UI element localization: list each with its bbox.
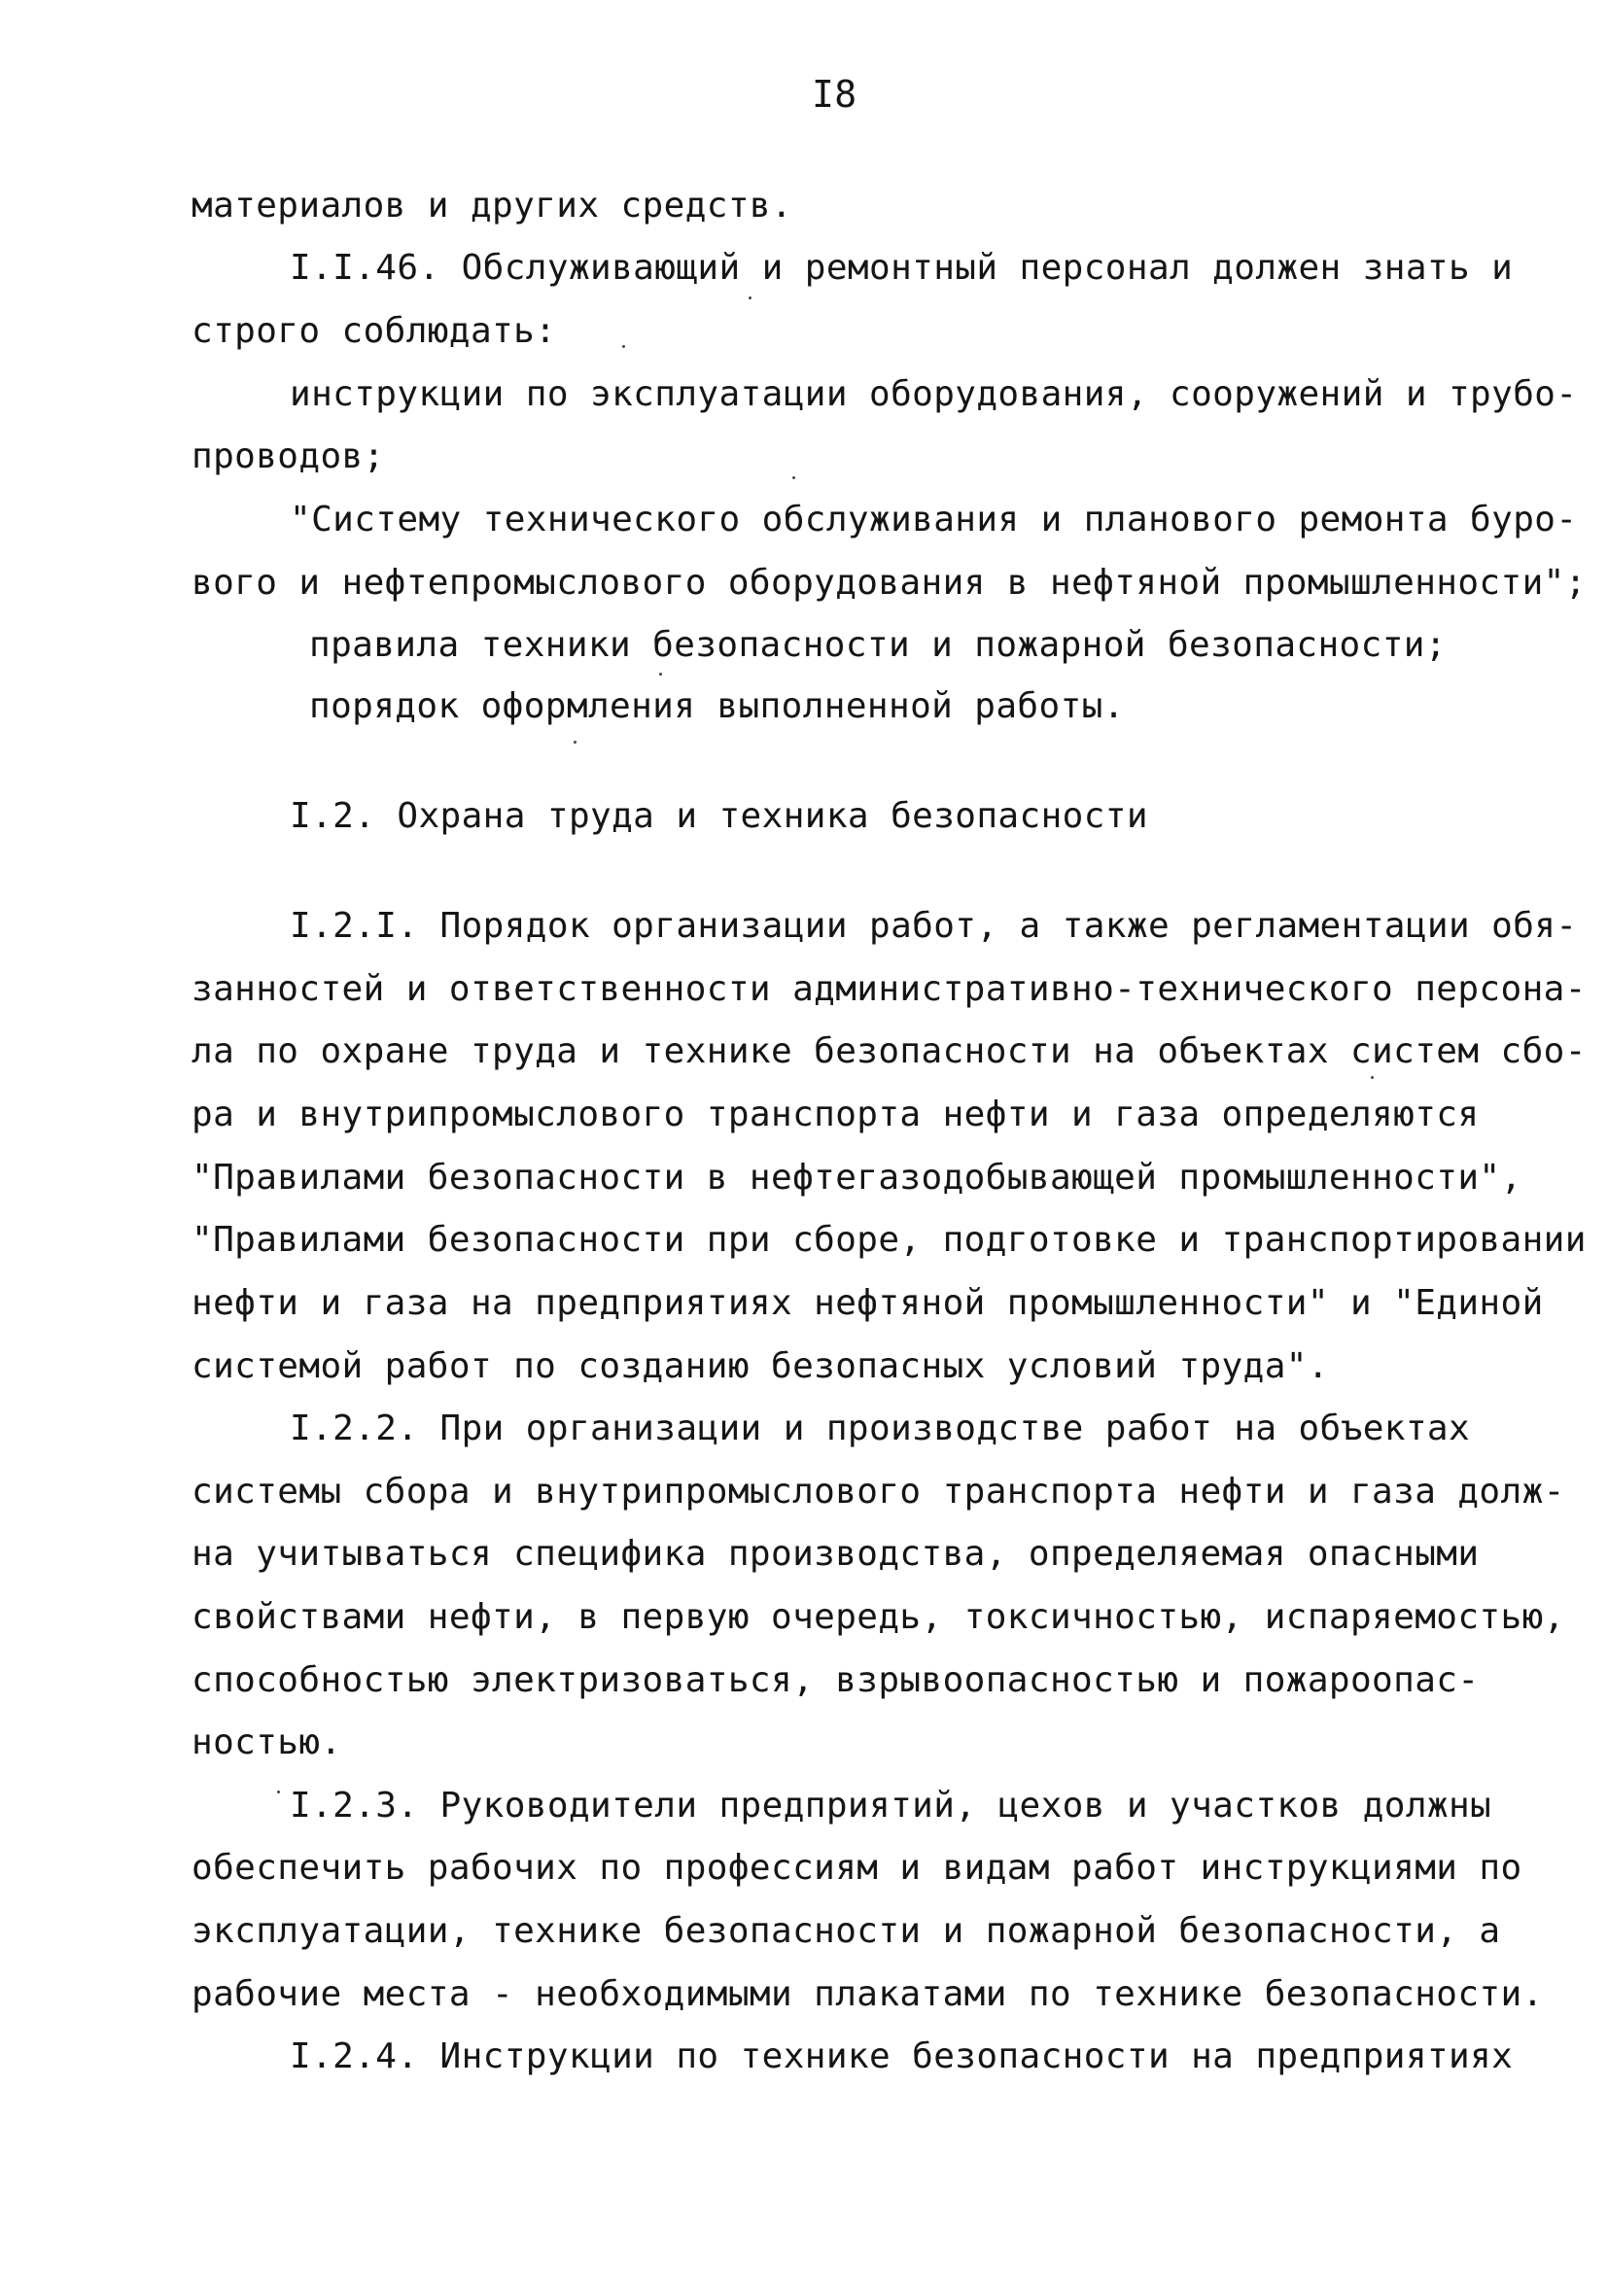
text-line: строго соблюдать: <box>192 311 557 351</box>
text-line: I.2.I. Порядок организации работ, а также регламентации обя- <box>290 906 1578 946</box>
text-line: "Правилами безопасности при сборе, подготовке и транспортировании <box>192 1220 1587 1260</box>
scan-speck <box>574 741 577 744</box>
text-line: "Правилами безопасности в нефтегазодобывающей промышленности", <box>192 1158 1522 1198</box>
text-line: занностей и ответственности административно-технического персона- <box>192 969 1587 1009</box>
scan-speck <box>1371 1076 1374 1079</box>
scan-speck <box>792 476 795 479</box>
section-heading: I.2. Охрана труда и техника безопасности <box>290 796 1148 836</box>
scan-speck <box>622 345 625 348</box>
text-line: эксплуатации, технике безопасности и пожарной безопасности, а <box>192 1911 1501 1951</box>
text-line: ра и внутрипромыслового транспорта нефти и газа определяются <box>192 1095 1480 1134</box>
text-line: ностью. <box>192 1722 342 1762</box>
text-line: I.2.4. Инструкции по технике безопасности на предприятиях <box>290 2036 1514 2076</box>
text-line: нефти и газа на предприятиях нефтяной промышленности" и "Единой <box>192 1283 1544 1323</box>
text-line: I.2.2. При организации и производстве работ на объектах <box>290 1409 1471 1448</box>
scan-speck <box>749 296 752 299</box>
text-line: инструкции по эксплуатации оборудования, сооружений и трубо- <box>290 374 1578 414</box>
text-line: системой работ по созданию безопасных условий труда". <box>192 1346 1329 1386</box>
text-line: порядок оформления выполненной работы. <box>309 686 1125 726</box>
scan-speck <box>659 673 662 676</box>
text-line: правила техники безопасности и пожарной безопасности; <box>309 625 1447 665</box>
text-line: I.2.3. Руководители предприятий, цехов и участков должны <box>290 1786 1492 1826</box>
text-line: на учитываться специфика производства, определяемая опасными <box>192 1534 1480 1574</box>
text-line: способностью электризоваться, взрывоопасностью и пожароопас- <box>192 1660 1480 1700</box>
text-line: обеспечить рабочих по профессиям и видам работ инструкциями по <box>192 1848 1522 1888</box>
text-line: проводов; <box>192 436 385 476</box>
text-line: I.I.46. Обслуживающий и ремонтный персонал должен знать и <box>290 248 1514 288</box>
text-line: системы сбора и внутрипромыслового транспорта нефти и газа долж- <box>192 1472 1565 1512</box>
page-number: I8 <box>812 73 857 116</box>
scan-speck <box>277 1791 280 1793</box>
text-line: свойствами нефти, в первую очередь, токсичностью, испаряемостью, <box>192 1597 1565 1637</box>
text-line: вого и нефтепромыслового оборудования в нефтяной промышленности"; <box>192 563 1587 603</box>
text-line: "Систему технического обслуживания и планового ремонта буро- <box>290 500 1578 539</box>
text-line: рабочие места - необходимыми плакатами по технике безопасности. <box>192 1974 1544 2014</box>
text-line: материалов и других средств. <box>192 186 793 226</box>
text-line: ла по охране труда и технике безопасности на объектах систем сбо- <box>192 1031 1587 1071</box>
